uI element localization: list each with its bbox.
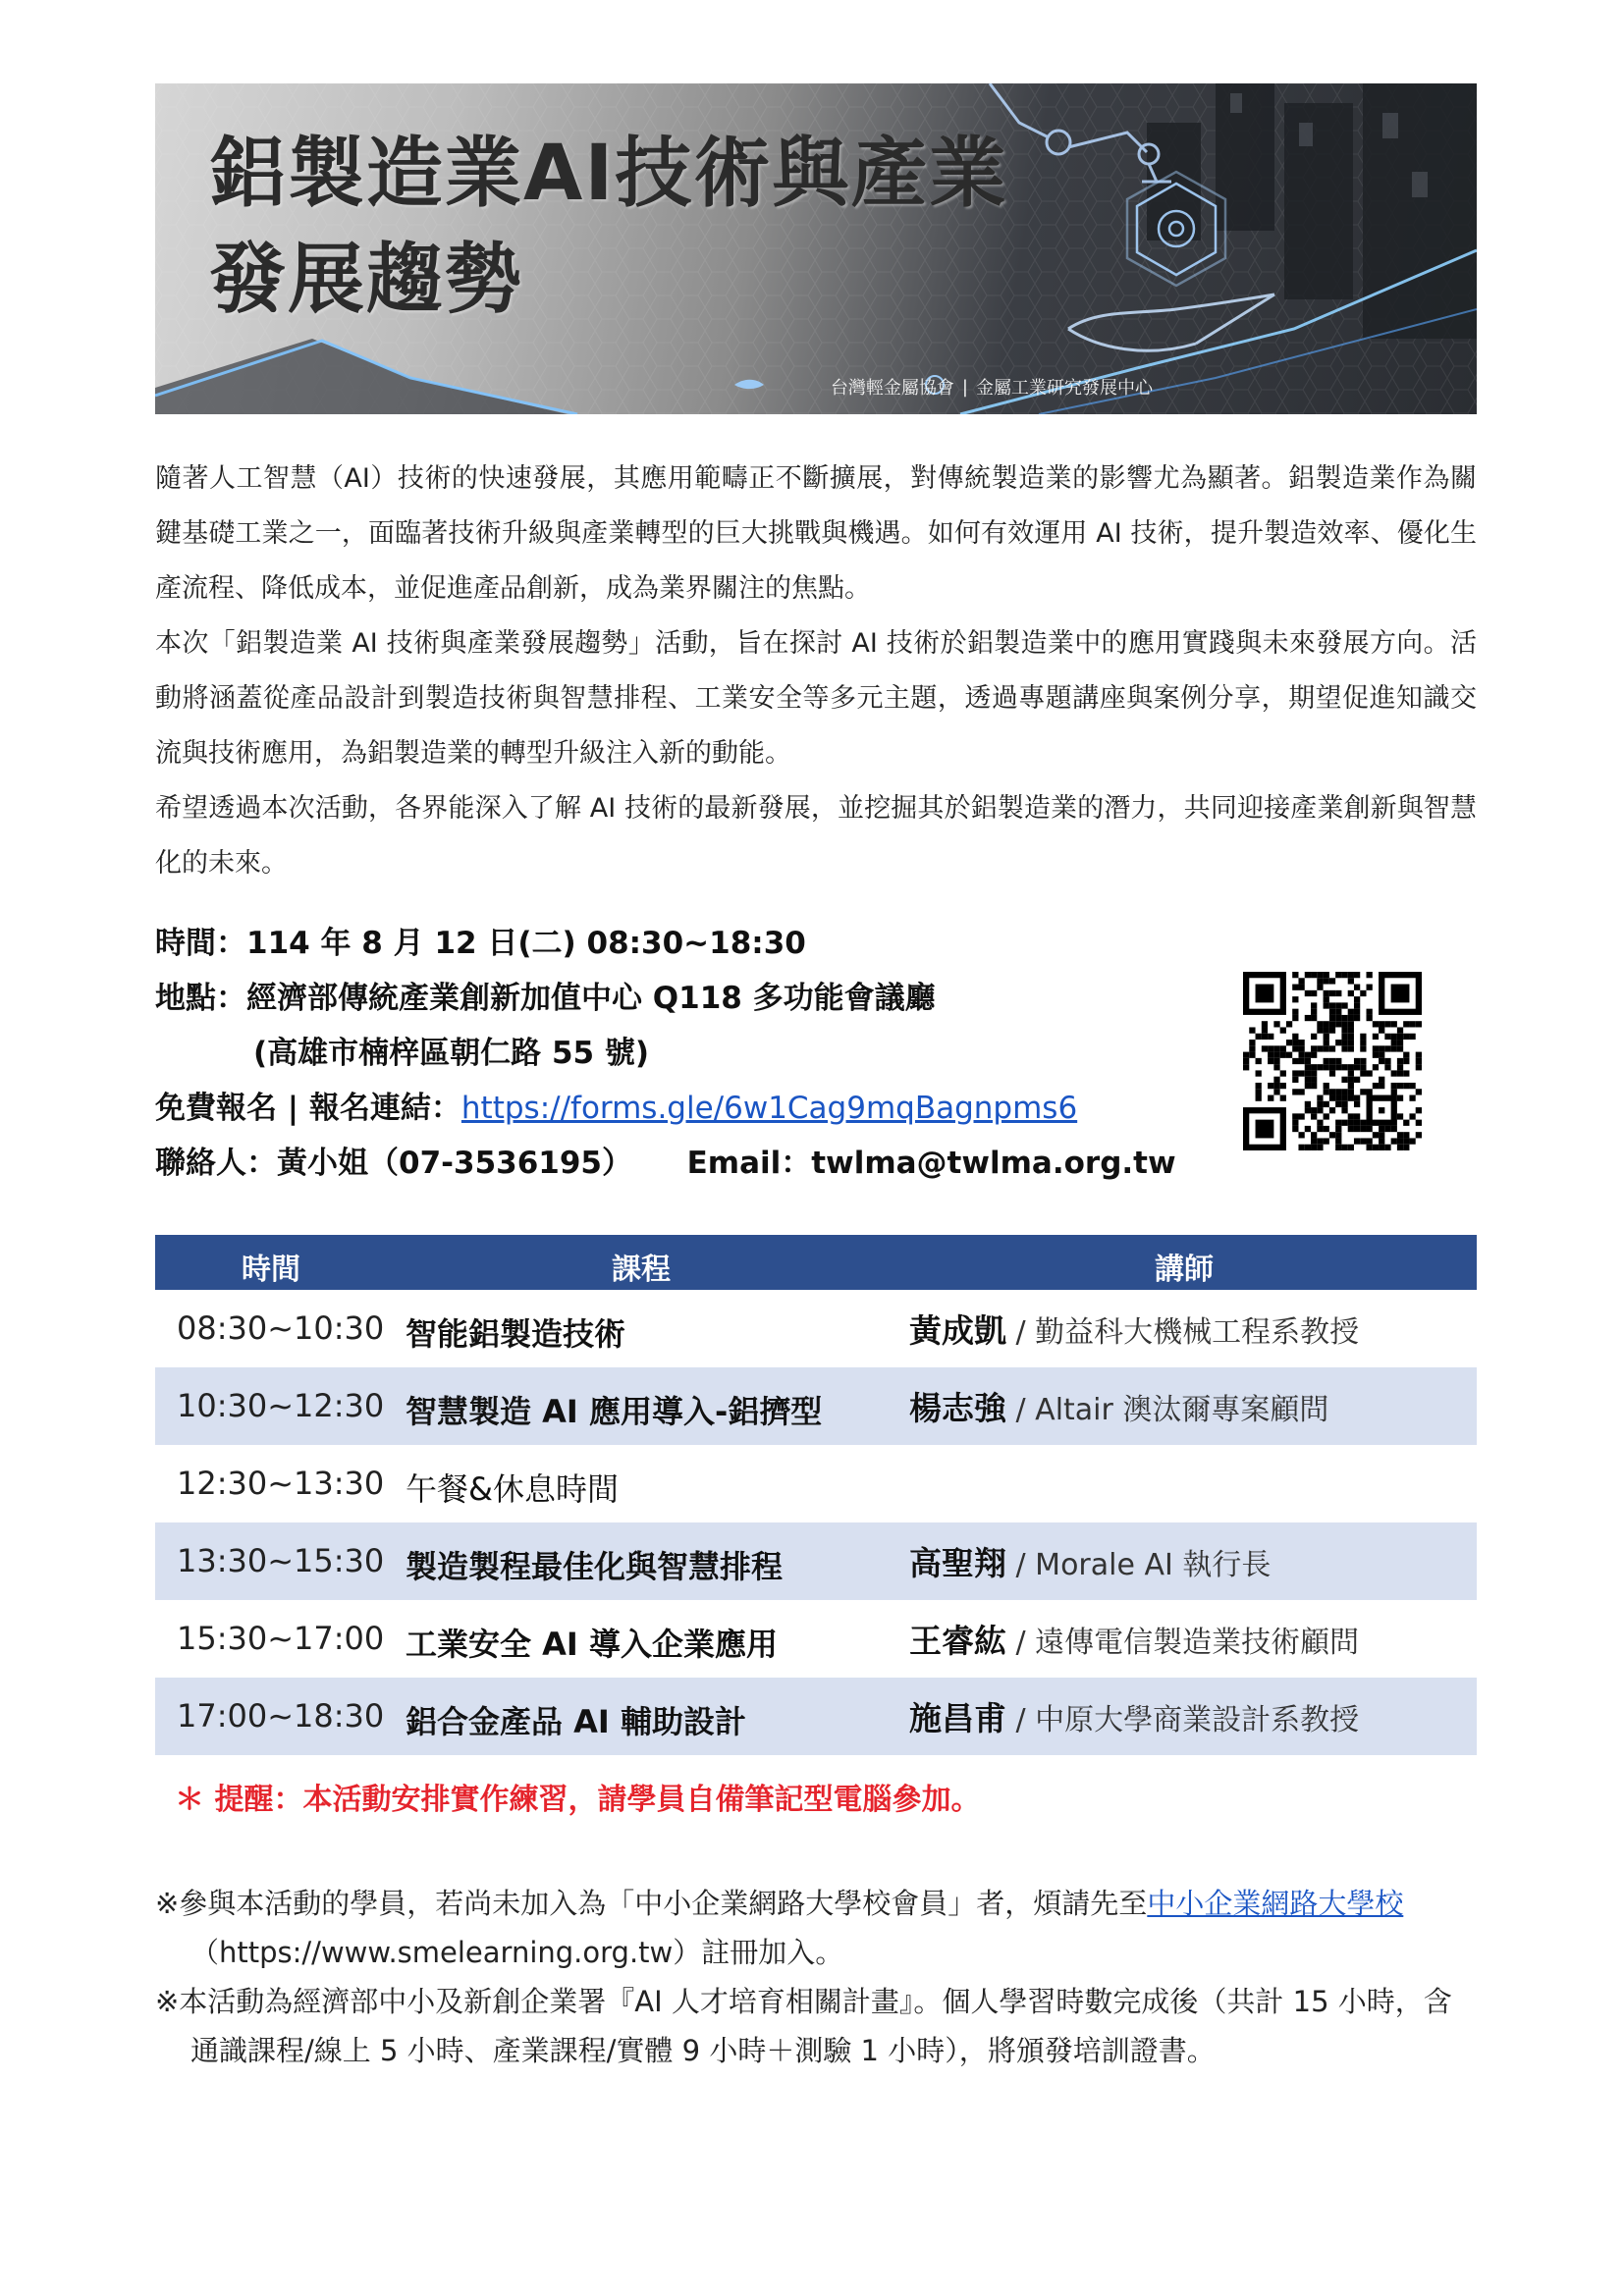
note1-url-text: （https://www.smelearning.org.tw）註冊加入。	[190, 1936, 844, 1969]
org-separator: |	[961, 376, 968, 398]
header-time: 時間	[242, 1253, 300, 1287]
signup-qr-code[interactable]	[1243, 972, 1422, 1150]
header-course: 課程	[612, 1253, 671, 1287]
event-venue: 地點：經濟部傳統產業創新加值中心 Q118 多功能會議廳	[155, 981, 936, 1016]
lecturer-title: / 中原大學商業設計系教授	[1006, 1703, 1360, 1737]
smelearning-link[interactable]: 中小企業網路大學校	[1147, 1887, 1404, 1920]
intro-paragraph-1: 隨著人工智慧（AI）技術的快速發展，其應用範疇正不斷擴展，對傳統製造業的影響尤為顯著。鋁製造業作為關鍵基礎工業之一，面臨著技術升級與產業轉型的巨大挑戰與機遇。如何有效運用 AI 技術，提升製造效率、優化生產流程、降低成本，並促進產品創新，成為業界關注的焦點。	[155, 463, 1477, 604]
intro-paragraph-3: 希望透過本次活動，各界能深入了解 AI 技術的最新發展，並挖掘其於鋁製造業的潛力，共同迎接產業創新與智慧化的未來。	[155, 793, 1477, 879]
row-time: 12:30~13:30	[177, 1465, 385, 1502]
note1-text: ※參與本活動的學員，若尚未加入為「中小企業網路大學校會員」者，煩請先至	[155, 1887, 1148, 1920]
signup-label: 免費報名 | 報名連結：	[155, 1091, 461, 1126]
intro-section	[155, 452, 1477, 891]
lecturer-name: 楊志強	[909, 1389, 1006, 1427]
lecturer-title: / Morale AI 執行長	[1006, 1548, 1272, 1582]
table-row	[155, 1445, 1477, 1522]
table-row	[155, 1600, 1477, 1678]
banner-title	[209, 121, 1007, 333]
schedule-table	[155, 1235, 1477, 1755]
table-row	[155, 1367, 1477, 1445]
row-course: 鋁合金產品 AI 輔助設計	[406, 1703, 746, 1740]
table-row	[155, 1290, 1477, 1367]
lecturer-title: / 勤益科大機械工程系教授	[1006, 1315, 1360, 1350]
contact-person: 聯絡人：黃小姐（07-3536195）	[155, 1146, 632, 1181]
row-course: 工業安全 AI 導入企業應用	[406, 1626, 778, 1663]
laptop-reminder: ＊ 提醒：本活動安排實作練習，請學員自備筆記型電腦參加。	[175, 1783, 981, 1817]
event-time: 時間：114 年 8 月 12 日(二) 08:30~18:30	[155, 926, 806, 961]
banner-title-line1: 鋁製造業AI技術與產業	[209, 130, 1008, 218]
note-membership	[155, 1879, 1477, 1977]
row-lecturer	[909, 1693, 1359, 1739]
schedule-header	[155, 1235, 1477, 1290]
signup-row	[155, 1081, 1235, 1136]
lecturer-name: 施昌甫	[909, 1699, 1006, 1737]
contact-row	[155, 1136, 1235, 1191]
row-lecturer	[909, 1306, 1359, 1352]
row-time: 13:30~15:30	[177, 1542, 385, 1579]
table-row	[155, 1522, 1477, 1600]
intro-paragraph-2: 本次「鋁製造業 AI 技術與產業發展趨勢」活動，旨在探討 AI 技術於鋁製造業中的應用實踐與未來發展方向。活動將涵蓋從產品設計到製造技術與智慧排程、工業安全等多元主題，透過專題講座與案例分享，期望促進知識交流與技術應用，為鋁製造業的轉型升級注入新的動能。	[155, 628, 1477, 769]
row-lecturer	[909, 1383, 1328, 1429]
note-certificate: ※本活動為經濟部中小及新創企業署『AI 人才培育相關計畫』。個人學習時數完成後（共計 15 小時，含通識課程/線上 5 小時、產業課程/實體 9 小時＋測驗 1 小時），將頒發培訓證書。	[155, 1985, 1452, 2067]
banner-title-line2: 發展趨勢	[209, 236, 524, 324]
banner-organizers	[831, 374, 1153, 400]
org2-name: 金屬工業研究發展中心	[976, 378, 1153, 399]
row-lecturer	[909, 1616, 1359, 1662]
event-info	[155, 916, 1235, 1191]
header-lecturer: 講師	[1155, 1253, 1214, 1287]
lecturer-title: / Altair 澳汰爾專案顧問	[1006, 1393, 1329, 1427]
row-time: 10:30~12:30	[177, 1387, 385, 1424]
lecturer-name: 高聖翔	[909, 1544, 1006, 1582]
row-lecturer	[909, 1538, 1271, 1584]
row-course: 智慧製造 AI 應用導入-鋁擠型	[406, 1393, 823, 1430]
row-course: 午餐&休息時間	[406, 1470, 619, 1508]
lecturer-title: / 遠傳電信製造業技術顧問	[1006, 1626, 1360, 1660]
row-time: 08:30~10:30	[177, 1309, 385, 1347]
row-course: 智能鋁製造技術	[406, 1315, 626, 1353]
row-time: 17:00~18:30	[177, 1697, 385, 1735]
notes-section	[155, 1879, 1477, 2075]
row-course: 製造製程最佳化與智慧排程	[406, 1548, 784, 1585]
event-address: (高雄市楠梓區朝仁路 55 號)	[253, 1036, 650, 1071]
lecturer-name: 黃成凱	[909, 1311, 1006, 1350]
event-banner	[155, 83, 1477, 414]
org1-name: 台灣輕金屬協會	[830, 378, 954, 399]
contact-email: Email：twlma@twlma.org.tw	[686, 1146, 1176, 1181]
row-time: 15:30~17:00	[177, 1620, 385, 1657]
signup-link[interactable]: https://forms.gle/6w1Cag9mqBagnpms6	[460, 1091, 1078, 1126]
lecturer-name: 王睿紘	[909, 1622, 1006, 1660]
table-row	[155, 1678, 1477, 1755]
